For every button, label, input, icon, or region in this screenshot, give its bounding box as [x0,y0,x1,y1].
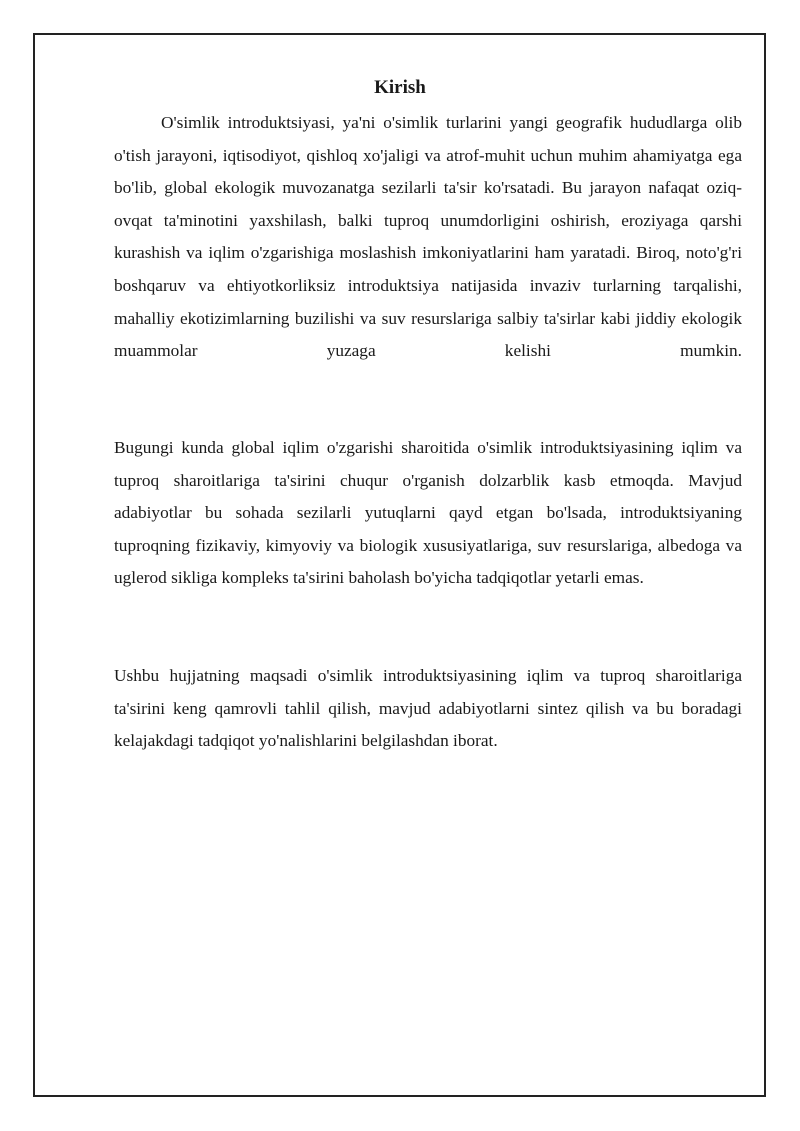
document-title: Kirish [374,77,426,98]
paragraph-relevance: Bugungi kunda global iqlim o'zgarishi sharoitida o'simlik introduktsiyasining iqlim va tuproq sharoitlariga ta'sirini chuqur o'rganish dolzarblik kasb etmoqda. Mavjud adabiyotlar bu sohada sezilarli yutuqlarni qayd etgan bo'lsada, introduktsiyaning tuproqning fizikaviy, kimyoviy va biologik xususiyatlariga, suv resurslariga, albedoga va uglerod sikliga kompleks ta'sirini baholash bo'yicha tadqiqotlar yetarli emas. [114,438,742,588]
paragraph-intro: O'simlik introduktsiyasi, ya'ni o'simlik turlarini yangi geografik hududlarga olib o'tish jarayoni, iqtisodiyot, qishloq xo'jaligi va atrof-muhit uchun muhim ahamiyatga ega bo'lib, global ekologik muvozanatga sezilarli ta'sir ko'rsatadi. Bu jarayon nafaqat oziq-ovqat ta'minotini yaxshilash, balki tuproq unumdorligini oshirish, eroziyaga qarshi kurashish va iqlim o'zgarishiga moslashish imkoniyatlarini ham yaratadi. Biroq, noto'g'ri boshqaruv va ehtiyotkorliksiz introduktsiya natijasida invaziv turlarning tarqalishi, mahalliy ekotizimlarning buzilishi va suv resurslariga salbiy ta'sirlar kabi jiddiy ekologik muammolar yuzaga kelishi mumkin. [114,113,742,361]
paragraph-purpose: Ushbu hujjatning maqsadi o'simlik introduktsiyasining iqlim va tuproq sharoitlariga ta'sirini keng qamrovli tahlil qilish, mavjud adabiyotlarni sintez qilish va bu boradagi kelajakdagi tadqiqot yo'nalishlarini belgilashdan iborat. [114,666,742,751]
